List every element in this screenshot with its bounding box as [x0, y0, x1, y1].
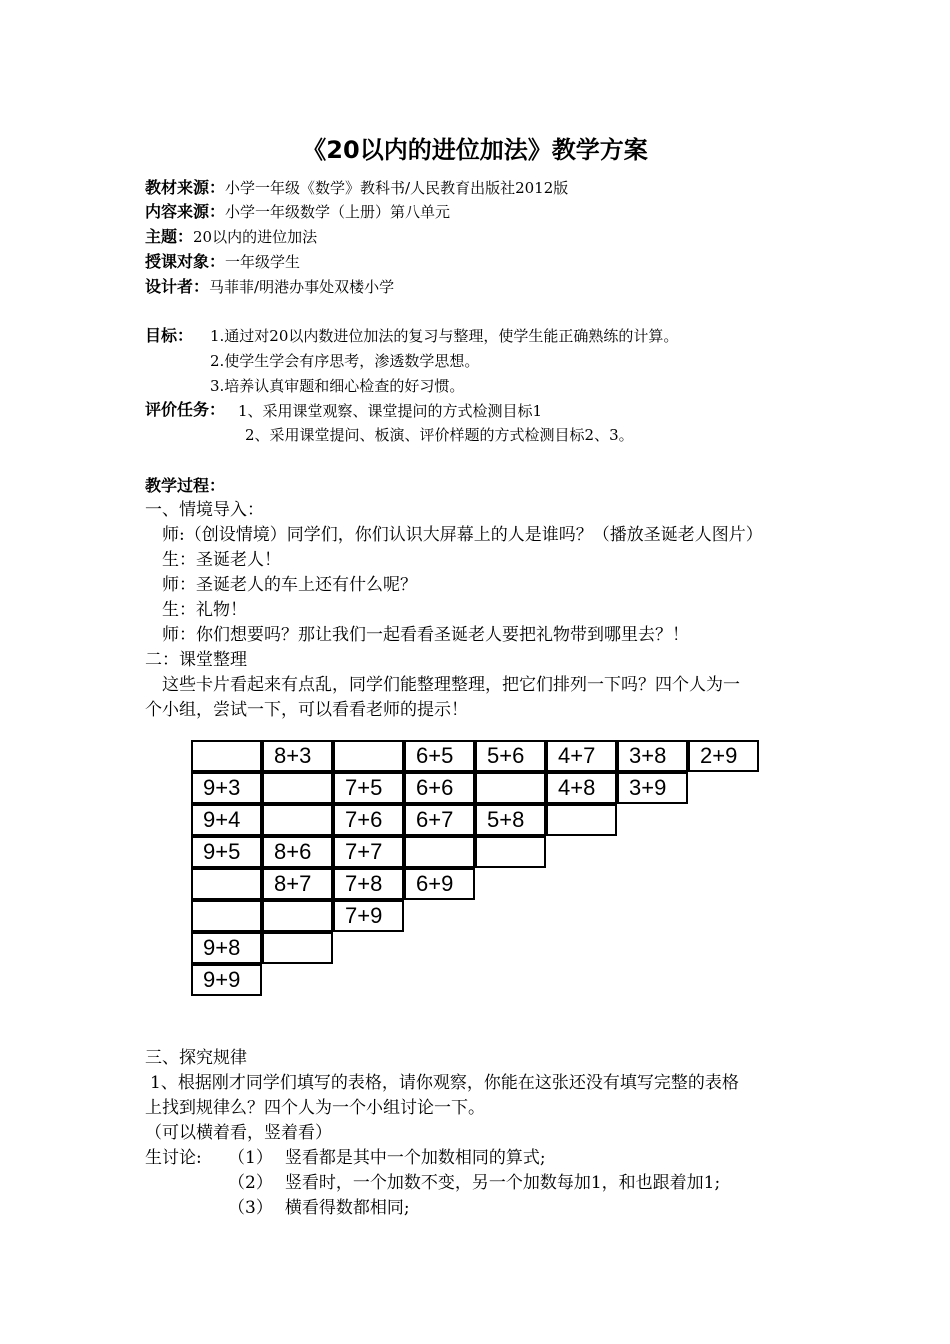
paragraph-line: （可以横着看，竖着看）	[145, 1123, 332, 1143]
table-cell	[546, 804, 617, 836]
table-cell: 8+6	[262, 836, 333, 868]
table-cell	[262, 900, 333, 932]
table-cell: 3+9	[617, 772, 688, 804]
table-cell	[262, 772, 333, 804]
discussion-item	[228, 1196, 410, 1220]
table-cell	[475, 772, 546, 804]
discussion-num: （2）	[228, 1173, 273, 1193]
table-cell: 4+8	[546, 772, 617, 804]
meta-topic	[145, 225, 317, 249]
paragraph-line: 个小组，尝试一下，可以看看老师的提示！	[145, 700, 468, 720]
process-label: 教学过程：	[145, 476, 226, 495]
meta-value: 小学一年级《数学》教科书/人民教育出版社2012版	[225, 179, 569, 197]
discussion-text: 横看得数都相同;	[284, 1198, 410, 1218]
table-cell: 7+5	[333, 772, 404, 804]
table-cell: 9+3	[191, 772, 262, 804]
discussion-num: （3）	[228, 1198, 273, 1218]
table-cell	[404, 836, 475, 868]
discussion-item	[228, 1146, 546, 1170]
meta-label: 设计者：	[145, 277, 210, 296]
table-cell: 8+7	[262, 868, 333, 900]
meta-value: 20以内的进位加法	[193, 228, 318, 246]
table-cell	[191, 740, 262, 772]
section-heading: 二：课堂整理	[145, 650, 247, 670]
table-cell: 5+6	[475, 740, 546, 772]
table-cell	[191, 868, 262, 900]
table-cell: 6+9	[404, 868, 475, 900]
discussion-label: 生讨论:	[145, 1148, 202, 1168]
table-cell: 9+4	[191, 804, 262, 836]
table-cell: 5+8	[475, 804, 546, 836]
goal-item: 2.使学生学会有序思考，渗透数学思想。	[210, 352, 480, 370]
eval-item: 2、采用课堂提问、板演、评价样题的方式检测目标2、3。	[245, 426, 634, 444]
table-cell	[475, 836, 546, 868]
dialogue-line: 师：你们想要吗？那让我们一起看看圣诞老人要把礼物带到哪里去？！	[162, 625, 689, 645]
table-cell: 6+7	[404, 804, 475, 836]
meta-value: 一年级学生	[225, 253, 301, 271]
table-cell: 9+5	[191, 836, 262, 868]
discussion-text: 竖看时，一个加数不变，另一个加数每加1，和也跟着加1;	[284, 1173, 721, 1193]
goal-item: 3.培养认真审题和细心检查的好习惯。	[210, 377, 465, 395]
table-cell: 3+8	[617, 740, 688, 772]
eval-label: 评价任务：	[145, 400, 226, 419]
table-cell: 6+5	[404, 740, 475, 772]
dialogue-line: 生：礼物！	[162, 600, 247, 620]
discussion-num: （1）	[228, 1148, 273, 1168]
meta-label: 授课对象：	[145, 252, 226, 271]
table-cell: 7+6	[333, 804, 404, 836]
table-cell: 7+9	[333, 900, 404, 932]
meta-content	[145, 200, 450, 224]
meta-label: 教材来源：	[145, 178, 226, 197]
table-cell	[333, 740, 404, 772]
goal-item: 1.通过对20以内数进位加法的复习与整理，使学生能正确熟练的计算。	[210, 327, 679, 345]
table-cell: 7+8	[333, 868, 404, 900]
paragraph-line: 上找到规律么？四个人为一个小组讨论一下。	[145, 1098, 485, 1118]
discussion-item	[228, 1171, 720, 1195]
meta-label: 内容来源：	[145, 202, 226, 221]
dialogue-line: 师:（创设情境）同学们，你们认识大屏幕上的人是谁吗？（播放圣诞老人图片）	[162, 525, 763, 545]
discussion-text: 竖看都是其中一个加数相同的算式;	[284, 1148, 546, 1168]
section-heading: 三、探究规律	[145, 1048, 247, 1068]
section-heading: 一、情境导入：	[145, 500, 264, 520]
paragraph-line: 这些卡片看起来有点乱，同学们能整理整理，把它们排列一下吗？四个人为一	[162, 675, 740, 695]
table-cell: 7+7	[333, 836, 404, 868]
meta-value: 小学一年级数学（上册）第八单元	[225, 203, 451, 221]
meta-designer	[145, 275, 394, 299]
meta-value: 马菲菲/明港办事处双楼小学	[209, 278, 395, 296]
meta-label: 主题：	[145, 227, 194, 246]
table-cell: 4+7	[546, 740, 617, 772]
table-cell: 9+8	[191, 932, 262, 964]
table-cell: 8+3	[262, 740, 333, 772]
eval-item: 1、采用课堂观察、课堂提问的方式检测目标1	[238, 402, 543, 420]
table-cell	[262, 804, 333, 836]
table-cell	[191, 900, 262, 932]
document-title: 《20以内的进位加法》教学方案	[302, 136, 648, 164]
table-cell: 2+9	[688, 740, 759, 772]
meta-audience	[145, 250, 300, 274]
paragraph-line: 1、根据刚才同学们填写的表格，请你观察，你能在这张还没有填写完整的表格	[150, 1073, 739, 1093]
table-cell: 9+9	[191, 964, 262, 996]
dialogue-line: 师：圣诞老人的车上还有什么呢？	[162, 575, 417, 595]
meta-source	[145, 176, 568, 200]
table-cell: 6+6	[404, 772, 475, 804]
dialogue-line: 生：圣诞老人！	[162, 550, 281, 570]
table-cell	[262, 932, 333, 964]
goals-label: 目标：	[145, 326, 194, 345]
